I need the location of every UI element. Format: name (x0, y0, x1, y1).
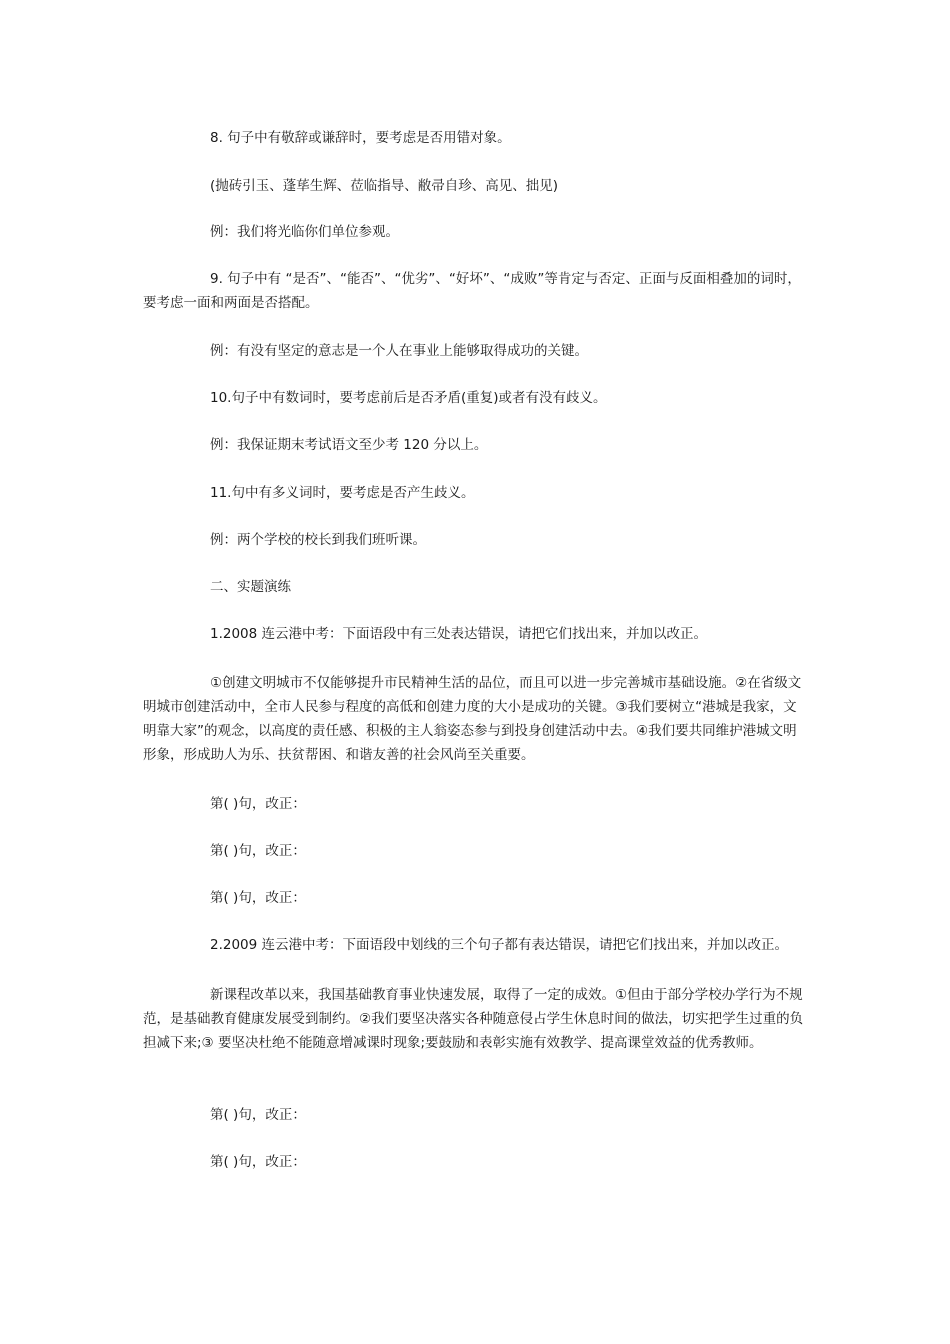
rule-8-example: 例：我们将光临你们单位参观。 (210, 224, 399, 240)
honorific-examples-list: (抛砖引玉、蓬荜生辉、莅临指导、敝帚自珍、高见、拙见) (210, 178, 559, 194)
rule-9-heading: 9. 句子中有 “是否”、“能否”、“优劣”、“好坏”、“成败”等肯定与否定、正面与反面相叠加的词时，要考虑一面和两面是否搭配。 (143, 271, 801, 311)
exercise-2-passage: 新课程改革以来，我国基础教育事业快速发展，取得了一定的成效。①但由于部分学校办学行为不规范，是基础教育健康发展受到制约。②我们要坚决落实各种随意侵占学生休息时间的做法，切实把学生过重的负担减下来;③ 要坚决杜绝不能随意增减课时现象;要鼓励和表彰实施有效教学、提高课堂效益的优秀教师。 (143, 987, 804, 1051)
rule-11-heading: 11.句中有多义词时，要考虑是否产生歧义。 (210, 485, 475, 501)
answer-line: 第( )句，改正： (210, 1154, 306, 1170)
rule-10-example: 例：我保证期末考试语文至少考 120 分以上。 (210, 437, 488, 453)
rule-9-example: 例：有没有坚定的意志是一个人在事业上能够取得成功的关键。 (210, 343, 588, 359)
answer-line: 第( )句，改正： (210, 890, 306, 906)
exercise-1-passage: ①创建文明城市不仅能够提升市民精神生活的品位，而且可以进一步完善城市基础设施。②在省级文明城市创建活动中，全市人民参与程度的高低和创建力度的大小是成功的关键。③我们要树立“港城是我家，文明靠大家”的观念，以高度的责任感、积极的主人翁姿态参与到投身创建活动中去。④我们要共同维护港城文明形象，形成助人为乐、扶贫帮困、和谐友善的社会风尚至关重要。 (143, 675, 802, 763)
answer-line: 第( )句，改正： (210, 796, 306, 812)
section-heading-practice: 二、实题演练 (210, 579, 291, 595)
answer-line: 第( )句，改正： (210, 843, 306, 859)
rule-10-heading: 10.句子中有数词时，要考虑前后是否矛盾(重复)或者有没有歧义。 (210, 390, 607, 406)
rule-11-example: 例：两个学校的校长到我们班听课。 (210, 532, 426, 548)
answer-line: 第( )句，改正： (210, 1107, 306, 1123)
exercise-1-prompt: 1.2008 连云港中考：下面语段中有三处表达错误，请把它们找出来，并加以改正。 (210, 626, 708, 642)
rule-8-heading: 8. 句子中有敬辞或谦辞时，要考虑是否用错对象。 (210, 130, 511, 146)
exercise-2-prompt: 2.2009 连云港中考：下面语段中划线的三个句子都有表达错误，请把它们找出来，并加以改正。 (210, 937, 789, 953)
